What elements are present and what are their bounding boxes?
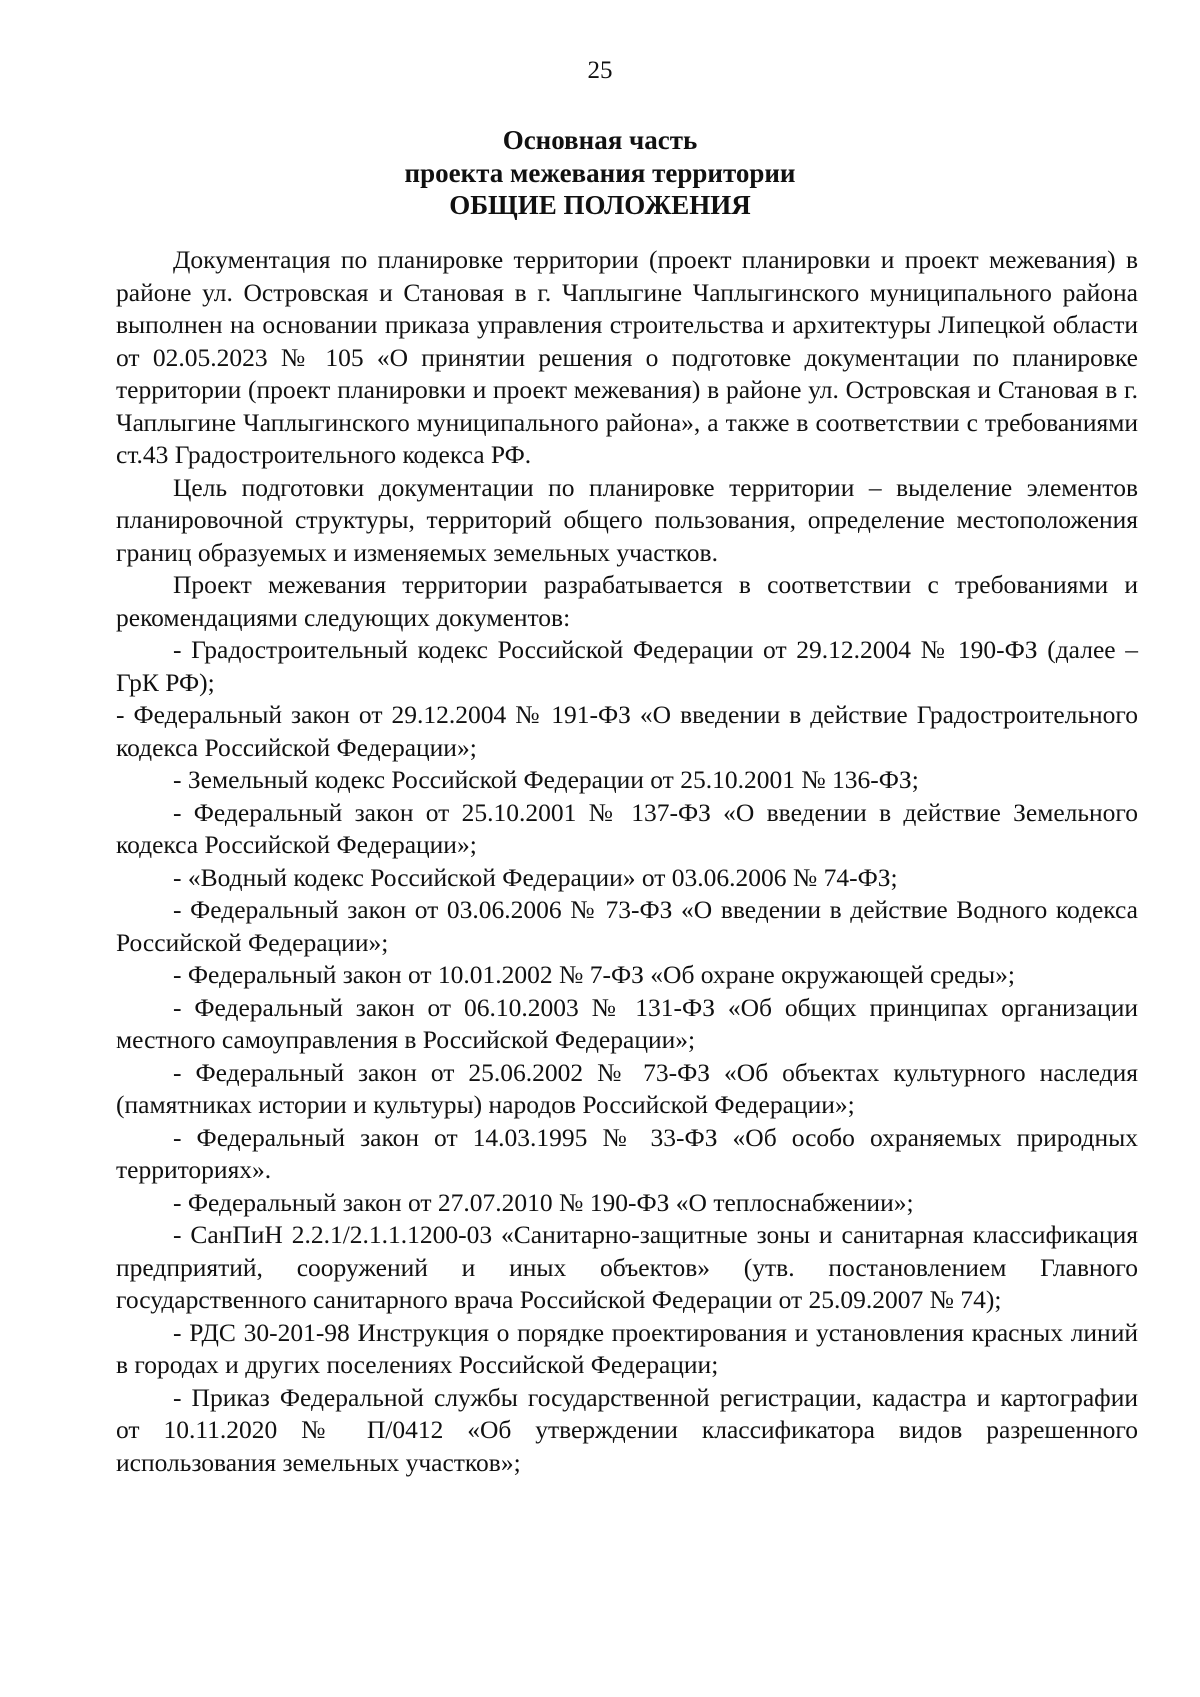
document-body bbox=[116, 244, 1138, 1479]
paragraph-basis: Документация по планировке территории (проект планировки и проект межевания) в районе ул. Островская и Становая в г. Чаплыгине Чаплыгинского муниципального района выполнен на основании приказа управления строительства и архитектуры Липецкой области от 02.05.2023 № 105 «О принятии решения о подготовке документации по планировке территории (проект планировки и проект межевания) в районе ул. Островская и Становая в г. Чаплыгине Чаплыгинского муниципального района», а также в соответствии с требованиями ст.43 Градостроительного кодекса РФ. bbox=[116, 245, 1138, 469]
list-item-137-fz: - Федеральный закон от 25.10.2001 № 137-ФЗ «О введении в действие Земельного кодекса Российской Федерации»; bbox=[116, 797, 1138, 859]
page-number: 25 bbox=[587, 57, 613, 84]
paragraph-goal: Цель подготовки документации по планировке территории – выделение элементов планировочной структуры, территорий общего пользования, определение местоположения границ образуемых и изменяемых земельных участков. bbox=[116, 472, 1138, 567]
list-item-sanpin: - СанПиН 2.2.1/2.1.1.1200-03 «Санитарно-защитные зоны и санитарная классификация предприятий, сооружений и иных объектов» (утв. постановлением Главного государственного санитарного врача Российской Федерации от 25.09.2007 № 74); bbox=[116, 1220, 1138, 1314]
paragraph-documents-intro: Проект межевания территории разрабатывается в соответствии с требованиями и рекомендациями следующих документов: bbox=[116, 570, 1138, 632]
list-item-rosreestr-order: - Приказ Федеральной службы государственной регистрации, кадастра и картографии от 10.11.2020 № П/0412 «Об утверждении классификатора видов разрешенного использования земельных участков»; bbox=[116, 1382, 1138, 1477]
heading-line-1: Основная часть bbox=[502, 125, 698, 155]
heading-line-3: ОБЩИЕ ПОЛОЖЕНИЯ bbox=[449, 190, 751, 220]
section-heading bbox=[100, 124, 1100, 222]
list-item-191-fz: - Федеральный закон от 29.12.2004 № 191-ФЗ «О введении в действие Градостроительного кодекса Российской Федерации»; bbox=[116, 700, 1138, 762]
list-item-131-fz: - Федеральный закон от 06.10.2003 № 131-ФЗ «Об общих принципах организации местного самоуправления в Российской Федерации»; bbox=[116, 992, 1138, 1054]
list-item-73-fz-heritage: - Федеральный закон от 25.06.2002 № 73-ФЗ «Об объектах культурного наследия (памятниках истории и культуры) народов Российской Федерации»; bbox=[116, 1057, 1138, 1119]
list-item-73-fz-water: - Федеральный закон от 03.06.2006 № 73-ФЗ «О введении в действие Водного кодекса Российской Федерации»; bbox=[116, 895, 1138, 957]
list-item-7-fz: - Федеральный закон от 10.01.2002 № 7-ФЗ «Об охране окружающей среды»; bbox=[173, 960, 1015, 989]
list-item-33-fz: - Федеральный закон от 14.03.1995 № 33-ФЗ «Об особо охраняемых природных территориях». bbox=[116, 1122, 1138, 1184]
list-item-rds: - РДС 30-201-98 Инструкция о порядке проектирования и установления красных линий в городах и других поселениях Российской Федерации; bbox=[116, 1317, 1138, 1379]
list-item-190-fz-heat: - Федеральный закон от 27.07.2010 № 190-ФЗ «О теплоснабжении»; bbox=[173, 1187, 914, 1217]
heading-line-2: проекта межевания территории bbox=[404, 157, 796, 188]
list-item-land-code: - Земельный кодекс Российской Федерации от 25.10.2001 № 136-ФЗ; bbox=[173, 765, 919, 794]
list-item-grk: - Градостроительный кодекс Российской Федерации от 29.12.2004 № 190-ФЗ (далее – ГрК РФ); bbox=[116, 635, 1138, 697]
list-item-water-code: - «Водный кодекс Российской Федерации» от 03.06.2006 № 74-ФЗ; bbox=[173, 862, 898, 892]
